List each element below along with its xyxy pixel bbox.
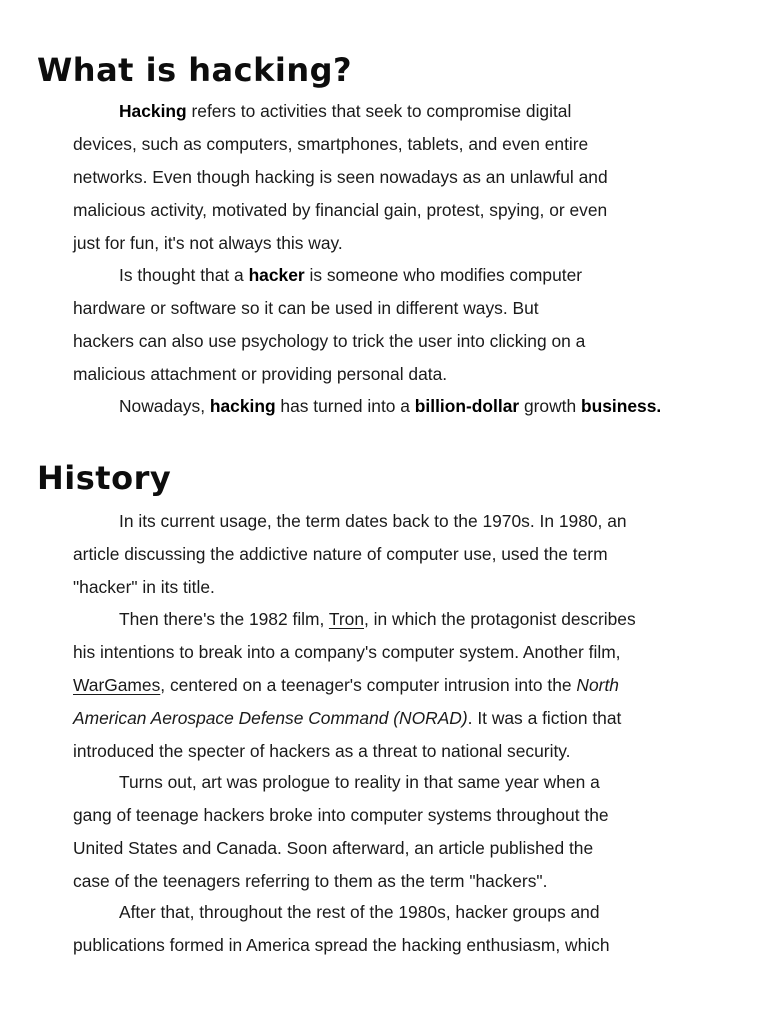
paragraph-line: hackers can also use psychology to trick the user into clicking on a <box>73 331 586 351</box>
emphasis-business: business. <box>581 396 662 416</box>
italic-org-name: American Aerospace Defense Command (NORAD) <box>73 708 468 728</box>
paragraph-line <box>119 267 582 284</box>
paragraph-line: Turns out, art was prologue to reality in that same year when a <box>119 772 600 792</box>
paragraph-line: "hacker" in its title. <box>73 577 215 597</box>
emphasis-hacker: hacker <box>248 265 305 285</box>
paragraph-line: gang of teenage hackers broke into computer systems throughout the <box>73 805 609 825</box>
paragraph-line: After that, throughout the rest of the 1980s, hacker groups and <box>119 902 600 922</box>
text-run: , centered on a teenager's computer intrusion into the <box>160 675 577 695</box>
paragraph-line: devices, such as computers, smartphones, tablets, and even entire <box>73 134 589 154</box>
paragraph-line: introduced the specter of hackers as a threat to national security. <box>73 741 571 761</box>
paragraph-line <box>73 677 619 694</box>
film-title-tron: Tron <box>328 609 365 629</box>
emphasis-hacking: hacking <box>209 396 276 416</box>
paragraph-line: networks. Even though hacking is seen nowadays as an unlawful and <box>73 167 608 187</box>
paragraph-line: publications formed in America spread the hacking enthusiasm, which <box>73 935 610 955</box>
paragraph-line: In its current usage, the term dates back to the 1970s. In 1980, an <box>119 511 627 531</box>
paragraph-line <box>119 103 571 120</box>
paragraph-line: case of the teenagers referring to them as the term "hackers". <box>73 871 548 891</box>
italic-org-name: North <box>576 675 619 695</box>
paragraph-line: just for fun, it's not always this way. <box>73 233 343 253</box>
paragraph-line <box>119 398 661 415</box>
text-run: Nowadays, <box>119 396 210 416</box>
text-run: Then there's the 1982 film, <box>119 609 329 629</box>
text-run: has turned into a <box>275 396 415 416</box>
paragraph-line: United States and Canada. Soon afterward, an article published the <box>73 838 594 858</box>
emphasis-hacking: Hacking <box>119 101 187 121</box>
paragraph-line: article discussing the addictive nature of computer use, used the term <box>73 544 608 564</box>
text-run: Is thought that a <box>119 265 249 285</box>
heading-what-is-hacking: What is hacking? <box>37 51 353 89</box>
text-run: . It was a fiction that <box>467 708 622 728</box>
film-title-wargames: WarGames <box>73 675 161 695</box>
text-run: , in which the protagonist describes <box>364 609 636 629</box>
text-run: growth <box>519 396 582 416</box>
paragraph-line: malicious activity, motivated by financial gain, protest, spying, or even <box>73 200 608 220</box>
paragraph-line <box>73 710 621 727</box>
heading-history: History <box>37 459 172 497</box>
text-run: refers to activities that seek to compromise digital <box>186 101 572 121</box>
text-run: is someone who modifies computer <box>304 265 583 285</box>
paragraph-line <box>119 611 636 628</box>
paragraph-line: hardware or software so it can be used in different ways. But <box>73 298 539 318</box>
paragraph-line: his intentions to break into a company's computer system. Another film, <box>73 642 621 662</box>
emphasis-billion-dollar: billion-dollar <box>414 396 520 416</box>
paragraph-line: malicious attachment or providing personal data. <box>73 364 448 384</box>
